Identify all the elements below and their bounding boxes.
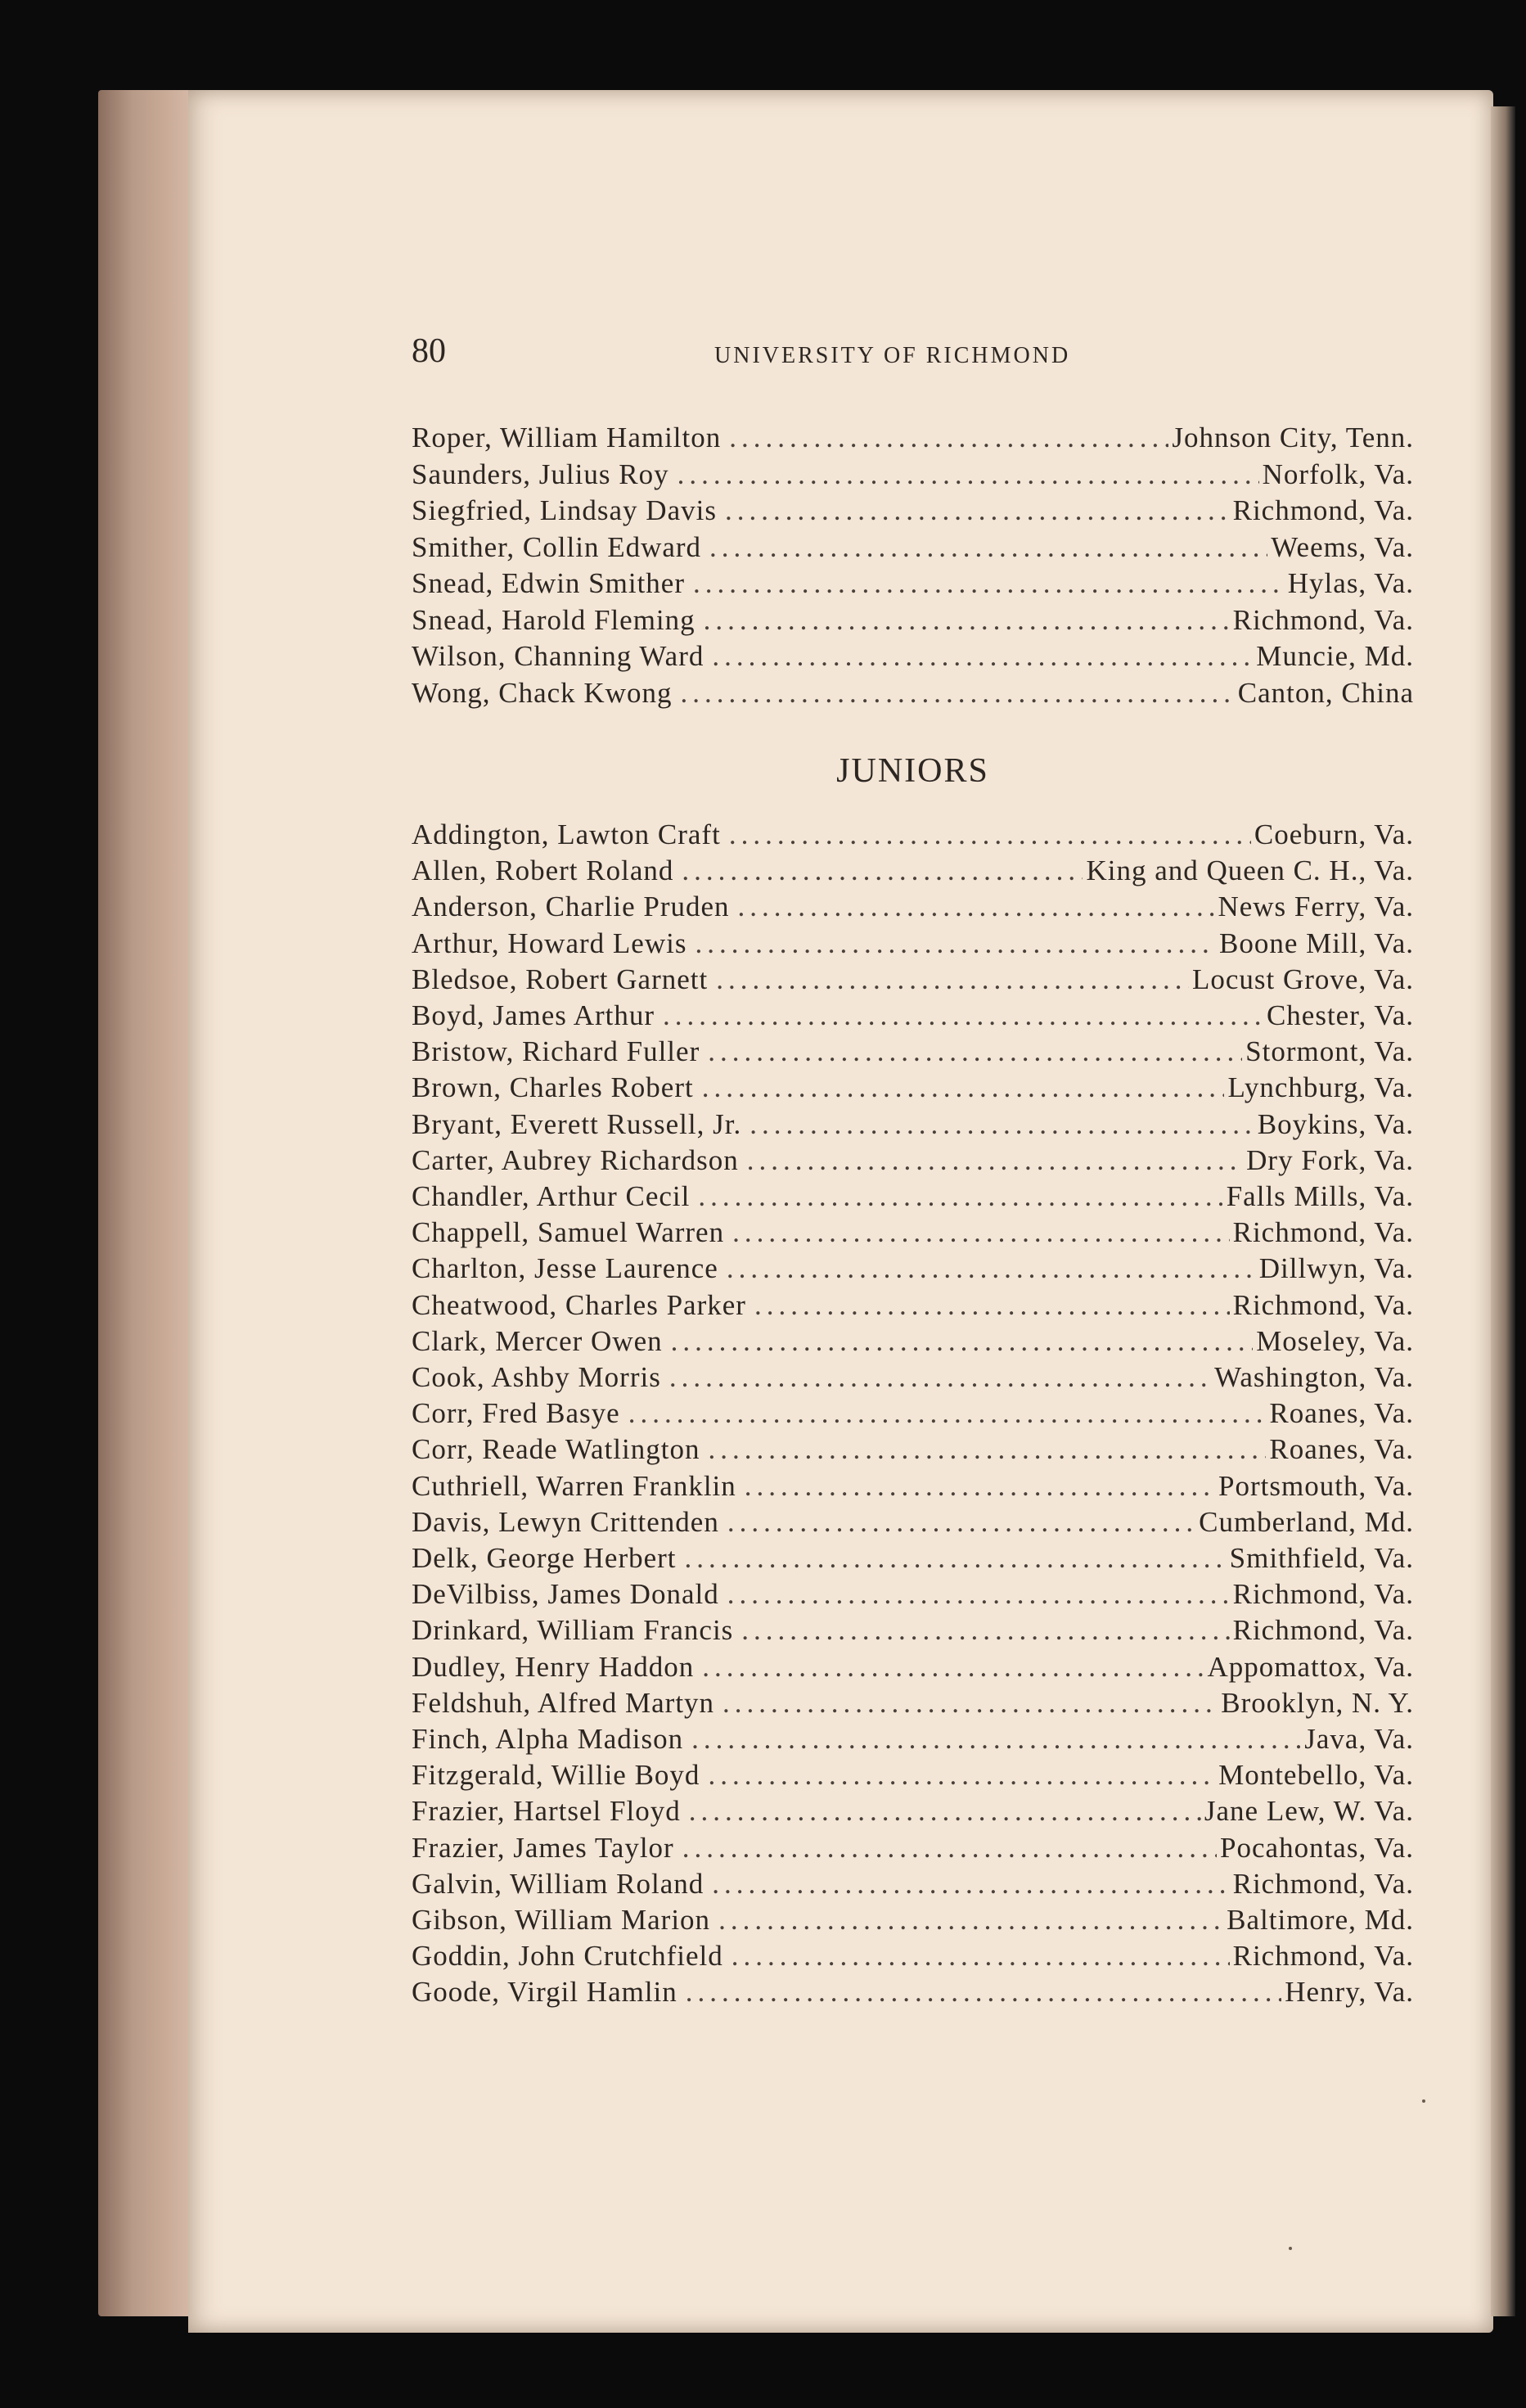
student-name: Goddin, John Crutchfield xyxy=(412,1940,723,1973)
list-item xyxy=(412,1433,1414,1469)
list-item xyxy=(412,1542,1414,1578)
list-item xyxy=(412,1144,1414,1180)
student-name: Delk, George Herbert xyxy=(412,1542,677,1574)
student-name: Goode, Virgil Hamlin xyxy=(412,1976,677,2009)
leader-dots xyxy=(671,1325,1254,1358)
student-name: Smither, Collin Edward xyxy=(412,530,702,563)
leader-dots xyxy=(729,818,1251,851)
student-name: Feldshuh, Alfred Martyn xyxy=(412,1686,715,1719)
student-name: Cuthriell, Warren Franklin xyxy=(412,1469,736,1502)
list-item xyxy=(412,1759,1414,1795)
list-item xyxy=(412,963,1414,999)
leader-dots xyxy=(741,1614,1229,1647)
hometown: Weems, Va. xyxy=(1271,530,1414,563)
leader-dots xyxy=(738,891,1215,923)
hometown: Stormont, Va. xyxy=(1245,1035,1414,1068)
list-item xyxy=(412,1470,1414,1506)
list-item xyxy=(412,999,1414,1035)
student-name: Carter, Aubrey Richardson xyxy=(412,1143,739,1176)
hometown: Portsmouth, Va. xyxy=(1218,1469,1414,1502)
page-edge-stack xyxy=(98,90,196,2316)
hometown: Brooklyn, N. Y. xyxy=(1221,1686,1414,1719)
leader-dots xyxy=(749,1108,1254,1141)
hometown: Smithfield, Va. xyxy=(1229,1542,1414,1574)
student-name: Cheatwood, Charles Parker xyxy=(412,1288,746,1321)
page-gutter-right xyxy=(1491,106,1515,2316)
list-item xyxy=(412,1035,1414,1071)
leader-dots xyxy=(663,999,1263,1032)
leader-dots xyxy=(677,458,1259,491)
list-item xyxy=(412,677,1414,713)
page-speck xyxy=(1289,2247,1292,2250)
hometown: Richmond, Va. xyxy=(1232,1578,1414,1611)
hometown: Richmond, Va. xyxy=(1232,1614,1414,1647)
hometown: Boykins, Va. xyxy=(1257,1107,1414,1140)
student-name: Wong, Chack Kwong xyxy=(412,676,673,709)
leader-dots xyxy=(722,1687,1218,1720)
leader-dots xyxy=(725,494,1230,527)
hometown: Appomattox, Va. xyxy=(1207,1650,1414,1683)
hometown: Boone Mill, Va. xyxy=(1219,927,1414,959)
student-name: Fitzgerald, Willie Boyd xyxy=(412,1759,700,1792)
student-name: Bristow, Richard Fuller xyxy=(412,1035,700,1068)
leader-dots xyxy=(727,1252,1256,1285)
hometown: Johnson City, Tenn. xyxy=(1172,422,1414,453)
list-item xyxy=(412,818,1414,855)
leader-dots xyxy=(689,1795,1201,1828)
student-name: Saunders, Julius Roy xyxy=(412,458,669,490)
list-item xyxy=(412,1325,1414,1361)
leader-dots xyxy=(686,1976,1281,2009)
student-name: Snead, Edwin Smither xyxy=(412,567,685,599)
leader-dots xyxy=(708,1759,1215,1792)
leader-dots xyxy=(729,422,1168,454)
leader-dots xyxy=(718,1904,1223,1937)
hometown: Roanes, Va. xyxy=(1269,1433,1414,1466)
student-name: Davis, Lewyn Crittenden xyxy=(412,1505,719,1538)
hometown: Muncie, Md. xyxy=(1256,640,1414,672)
leader-dots xyxy=(754,1289,1230,1322)
leader-dots xyxy=(680,677,1234,710)
hometown: Dillwyn, Va. xyxy=(1258,1252,1414,1285)
leader-dots xyxy=(727,1578,1230,1611)
list-item xyxy=(412,567,1414,603)
list-item xyxy=(412,1397,1414,1433)
hometown: Lynchburg, Va. xyxy=(1227,1071,1414,1104)
student-name: Boyd, James Arthur xyxy=(412,999,655,1031)
hometown: Montebello, Va. xyxy=(1218,1759,1414,1792)
leader-dots xyxy=(732,1216,1230,1249)
hometown: Roanes, Va. xyxy=(1269,1397,1414,1430)
list-item xyxy=(412,1723,1414,1759)
list-item xyxy=(412,1904,1414,1940)
hometown: Chester, Va. xyxy=(1266,999,1414,1031)
leader-dots xyxy=(727,1506,1195,1539)
hometown: Richmond, Va. xyxy=(1232,603,1414,636)
list-item xyxy=(412,855,1414,891)
student-name: Drinkard, William Francis xyxy=(412,1614,734,1647)
list-item xyxy=(412,640,1414,676)
hometown: Hylas, Va. xyxy=(1287,567,1414,599)
student-name: DeVilbiss, James Donald xyxy=(412,1578,719,1611)
list-item xyxy=(412,1071,1414,1107)
leader-dots xyxy=(702,1651,1204,1684)
leader-dots xyxy=(682,855,1083,887)
hometown: Moseley, Va. xyxy=(1256,1324,1414,1357)
student-name: Chappell, Samuel Warren xyxy=(412,1216,725,1249)
list-item xyxy=(412,1108,1414,1144)
student-name: Frazier, Hartsel Floyd xyxy=(412,1795,681,1828)
leader-dots xyxy=(695,927,1216,960)
student-name: Allen, Robert Roland xyxy=(412,855,674,887)
hometown: Washington, Va. xyxy=(1214,1361,1414,1393)
student-name: Chandler, Arthur Cecil xyxy=(412,1180,691,1212)
student-name: Roper, William Hamilton xyxy=(412,422,722,453)
leader-dots xyxy=(669,1361,1211,1394)
leader-dots xyxy=(745,1470,1215,1503)
list-item xyxy=(412,458,1414,494)
hometown: Richmond, Va. xyxy=(1232,1940,1414,1973)
leader-dots xyxy=(691,1723,1301,1756)
leader-dots xyxy=(708,1035,1242,1068)
leader-dots xyxy=(704,604,1230,637)
student-name: Corr, Reade Watlington xyxy=(412,1433,700,1466)
list-item xyxy=(412,927,1414,963)
student-name: Dudley, Henry Haddon xyxy=(412,1650,695,1683)
leader-dots xyxy=(628,1397,1267,1430)
hometown: News Ferry, Va. xyxy=(1218,891,1414,923)
student-name: Wilson, Channing Ward xyxy=(412,640,704,672)
student-name: Anderson, Charlie Pruden xyxy=(412,891,730,923)
leader-dots xyxy=(698,1180,1222,1213)
list-item xyxy=(412,1868,1414,1904)
student-name: Charlton, Jesse Laurence xyxy=(412,1252,718,1285)
student-name: Gibson, William Marion xyxy=(412,1904,711,1936)
juniors-heading: JUNIORS xyxy=(836,752,989,790)
student-name: Galvin, William Roland xyxy=(412,1867,704,1900)
hometown: Java, Va. xyxy=(1304,1723,1414,1755)
list-item xyxy=(412,1361,1414,1397)
hometown: Baltimore, Md. xyxy=(1227,1904,1414,1936)
hometown: Coeburn, Va. xyxy=(1254,818,1414,850)
page-header xyxy=(412,331,1414,381)
list-item xyxy=(412,1795,1414,1831)
student-name: Bledsoe, Robert Garnett xyxy=(412,963,709,995)
hometown: Richmond, Va. xyxy=(1232,1288,1414,1321)
hometown: Cumberland, Md. xyxy=(1199,1505,1414,1538)
list-item xyxy=(412,1651,1414,1687)
leader-dots xyxy=(702,1071,1225,1104)
hometown: Pocahontas, Va. xyxy=(1220,1831,1414,1864)
student-name: Clark, Mercer Owen xyxy=(412,1324,663,1357)
list-item xyxy=(412,1180,1414,1216)
leader-dots xyxy=(712,640,1253,673)
student-name: Snead, Harold Fleming xyxy=(412,603,695,636)
list-item xyxy=(412,1614,1414,1650)
list-item xyxy=(412,891,1414,927)
leader-dots xyxy=(716,963,1189,996)
leader-dots xyxy=(709,531,1267,564)
leader-dots xyxy=(731,1940,1230,1973)
list-item xyxy=(412,1976,1414,2012)
leader-dots xyxy=(708,1433,1266,1466)
hometown: Norfolk, Va. xyxy=(1262,458,1414,490)
list-item xyxy=(412,604,1414,640)
list-item xyxy=(412,1252,1414,1288)
list-item xyxy=(412,1832,1414,1868)
student-name: Corr, Fred Basye xyxy=(412,1397,620,1430)
hometown: Falls Mills, Va. xyxy=(1226,1180,1414,1212)
list-item xyxy=(412,1506,1414,1542)
list-item xyxy=(412,494,1414,530)
leader-dots xyxy=(712,1868,1229,1901)
hometown: Henry, Va. xyxy=(1285,1976,1414,2009)
list-item xyxy=(412,1940,1414,1976)
list-item xyxy=(412,1216,1414,1252)
hometown: Richmond, Va. xyxy=(1232,1216,1414,1249)
hometown: Richmond, Va. xyxy=(1232,494,1414,526)
page-number: 80 xyxy=(412,332,446,370)
hometown: Canton, China xyxy=(1237,676,1414,709)
hometown: Jane Lew, W. Va. xyxy=(1204,1795,1414,1828)
student-name: Bryant, Everett Russell, Jr. xyxy=(412,1107,742,1140)
student-name: Addington, Lawton Craft xyxy=(412,818,721,850)
student-name: Cook, Ashby Morris xyxy=(412,1361,661,1393)
leader-dots xyxy=(747,1144,1243,1177)
leader-dots xyxy=(685,1542,1227,1575)
student-name: Finch, Alpha Madison xyxy=(412,1723,684,1755)
student-name: Arthur, Howard Lewis xyxy=(412,927,687,959)
list-item xyxy=(412,1687,1414,1723)
student-name: Frazier, James Taylor xyxy=(412,1831,674,1864)
student-name: Brown, Charles Robert xyxy=(412,1071,694,1104)
hometown: Dry Fork, Va. xyxy=(1246,1143,1414,1176)
list-item xyxy=(412,531,1414,567)
hometown: Locust Grove, Va. xyxy=(1191,963,1414,995)
hometown: King and Queen C. H., Va. xyxy=(1086,855,1414,887)
hometown: Richmond, Va. xyxy=(1232,1867,1414,1900)
running-head: UNIVERSITY OF RICHMOND xyxy=(714,343,1071,368)
page-speck xyxy=(1422,2099,1425,2103)
student-name: Siegfried, Lindsay Davis xyxy=(412,494,717,526)
list-item xyxy=(412,422,1414,458)
list-item xyxy=(412,1578,1414,1614)
leader-dots xyxy=(682,1832,1217,1865)
leader-dots xyxy=(693,567,1285,600)
list-item xyxy=(412,1289,1414,1325)
